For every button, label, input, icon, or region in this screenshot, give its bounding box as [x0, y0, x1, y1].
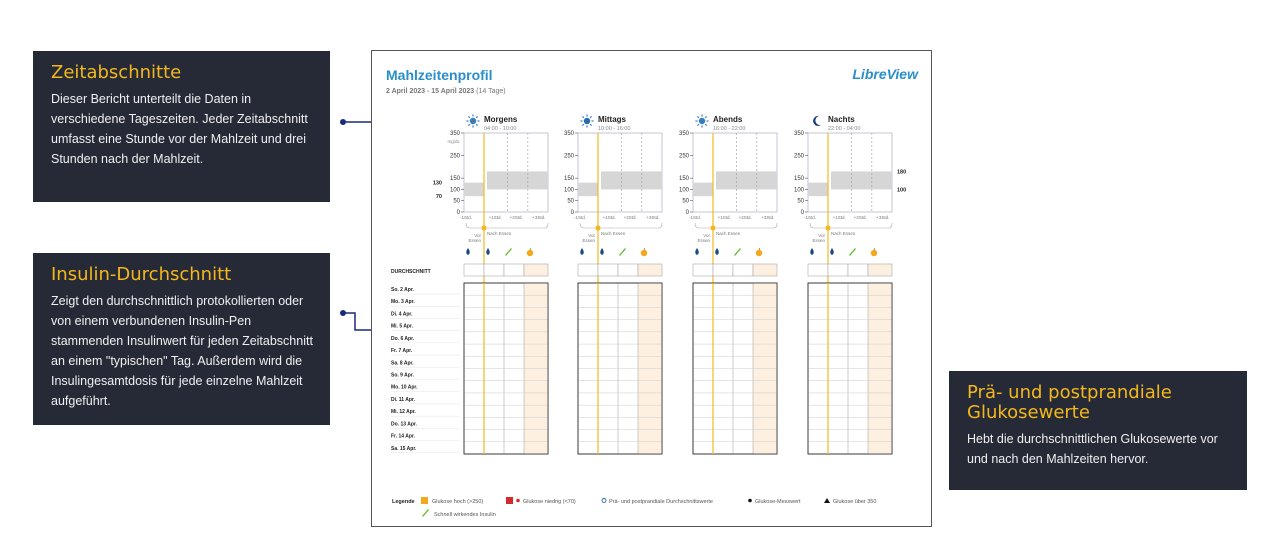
after-label: Nach Essen	[831, 231, 856, 236]
carbs-icon	[527, 250, 533, 256]
legend-item: Glukose über 350	[833, 499, 877, 505]
before-bracket	[580, 223, 595, 228]
meal-marker	[825, 225, 830, 230]
after-label: Nach Essen	[487, 231, 512, 236]
x-tick-label: -1Std.	[459, 215, 473, 220]
day-label: Sa. 8 Apr.	[391, 360, 414, 367]
period-abends	[679, 115, 777, 455]
average-cell	[693, 264, 713, 276]
x-tick-label: -1Std.	[688, 215, 702, 220]
after-bracket	[831, 223, 892, 228]
average-cell	[524, 264, 548, 276]
day-label: So. 2 Apr.	[391, 287, 414, 293]
x-tick-label: +3Std.	[761, 215, 775, 220]
date-range: 2 April 2023 - 15 April 2023 (14 Tage)	[386, 88, 506, 95]
sun-ray	[476, 124, 477, 125]
sun-ray	[590, 116, 591, 117]
day-label: Mo. 10 Apr.	[391, 384, 418, 391]
day-label: Fr. 7 Apr.	[391, 348, 413, 355]
report-title: Mahlzeitenprofil	[386, 67, 493, 83]
day-label: Do. 6 Apr.	[391, 335, 415, 342]
period-time: 04:00 - 10:00	[484, 126, 517, 132]
legend	[392, 497, 876, 518]
carbs-stem	[759, 248, 760, 250]
average-cell	[808, 264, 828, 276]
report-canvas	[372, 51, 932, 527]
callout-title: Insulin-Durchschnitt	[51, 264, 232, 285]
y-tick-label: 250	[678, 153, 689, 160]
meal-marker	[595, 225, 600, 230]
before-label: Essen	[812, 238, 825, 243]
before-bracket	[810, 223, 825, 228]
sun-ray	[468, 116, 469, 117]
callout-title: Zeitabschnitte	[51, 62, 182, 83]
carbs-stem	[644, 248, 645, 250]
average-cell	[713, 264, 733, 276]
brand-logo: LibreView	[852, 66, 918, 82]
rapid-insulin-icon	[849, 248, 856, 256]
y-tick-label: 0	[800, 210, 804, 216]
day-label: Do. 13 Apr.	[391, 421, 417, 428]
connector-dot	[340, 310, 346, 316]
pre-meal-band	[578, 183, 598, 197]
average-cell	[464, 264, 484, 276]
insulin-drop-icon	[466, 248, 470, 255]
moon-shape	[813, 116, 821, 126]
after-bracket	[487, 223, 548, 228]
period-nachts	[794, 115, 906, 454]
day-label: Mo. 3 Apr.	[391, 299, 415, 306]
sun-ray	[697, 116, 698, 117]
pre-meal-band	[693, 183, 713, 197]
day-label: Sa. 15 Apr.	[391, 445, 417, 452]
glucose-low-swatch	[506, 497, 513, 504]
y-tick-label: 0	[685, 210, 689, 216]
y-tick-label: 0	[570, 210, 574, 216]
callout-insulin-durchschnitt	[33, 253, 330, 425]
legend-title: Legende	[392, 499, 415, 505]
sun-ray	[582, 116, 583, 117]
y-tick-label: 100	[793, 187, 804, 194]
average-cell	[598, 264, 618, 276]
legend-item: Glukose niedrig (<70)	[523, 499, 576, 505]
before-label: Vor	[474, 233, 481, 238]
x-tick-label: -1Std.	[573, 215, 587, 220]
y-tick-label: 350	[793, 131, 804, 137]
rapid-insulin-icon	[619, 248, 626, 256]
glucose-low-dot	[516, 499, 520, 503]
callout-glukosewerte	[949, 371, 1247, 490]
y-tick-label: 100	[449, 187, 460, 194]
x-tick-label: -1Std.	[803, 215, 817, 220]
day-label: Di. 4 Apr.	[391, 311, 413, 318]
period-name: Mittags	[598, 115, 626, 124]
sun-ray	[468, 124, 469, 125]
average-cell	[638, 264, 662, 276]
y-tick-label: 50	[797, 198, 804, 205]
callout-zeitabschnitte	[33, 51, 330, 202]
before-bracket	[695, 223, 710, 228]
period-name: Nachts	[828, 115, 855, 124]
callout-text: Hebt die durchschnittlichen Glukosewerte vor und nach den Mahlzeiten hervor.	[967, 432, 1218, 466]
sun-core	[470, 118, 476, 124]
y-tick-label: 0	[456, 210, 460, 216]
sun-core	[699, 118, 705, 124]
sun-ray	[705, 124, 706, 125]
average-cell	[504, 264, 524, 276]
insulin-drop-icon	[600, 248, 604, 255]
rapid-insulin-icon	[505, 248, 512, 256]
sun-icon	[581, 115, 594, 128]
before-label: Vor	[588, 233, 595, 238]
sun-ray	[476, 116, 477, 117]
y-tick-label: 100	[678, 187, 689, 194]
y-tick-label: 250	[793, 153, 804, 160]
target-low-label: 100	[897, 187, 907, 194]
average-cell	[828, 264, 848, 276]
x-tick-label: +2Std.	[853, 215, 867, 220]
legend-item: Prä- und postprandiale Durchschnittswerte	[609, 499, 713, 505]
callout-title: Prä- und postprandiale Glukosewerte	[967, 382, 1172, 423]
before-label: Vor	[703, 233, 710, 238]
day-label: Fr. 14 Apr.	[391, 433, 415, 440]
y-tick-label: 350	[449, 131, 460, 137]
day-label: Di. 11 Apr.	[391, 396, 415, 403]
period-name: Morgens	[484, 115, 518, 124]
day-label: Mi. 12 Apr.	[391, 409, 416, 416]
y-tick-label: 150	[449, 176, 460, 183]
connector-dot	[340, 119, 346, 125]
carbs-stem	[874, 248, 875, 250]
before-label: Vor	[818, 233, 825, 238]
meal-marker	[481, 225, 486, 230]
average-cell	[753, 264, 777, 276]
pre-meal-band	[808, 183, 828, 197]
insulin-drop-icon	[830, 248, 834, 255]
after-bracket	[716, 223, 777, 228]
carbs-icon	[756, 250, 762, 256]
pre-meal-band	[464, 183, 484, 197]
sunrise-icon	[467, 115, 480, 128]
legend-item: Glukose-Messwert	[755, 499, 801, 505]
carbs-icon	[641, 250, 647, 256]
before-label: Essen	[697, 238, 710, 243]
period-name: Abends	[713, 115, 743, 124]
target-high-label: 130	[432, 180, 442, 187]
x-tick-label: +1Std.	[832, 215, 846, 220]
y-tick-label: 350	[563, 131, 574, 137]
day-label: Mi. 5 Apr.	[391, 323, 414, 330]
glucose-high-swatch	[421, 497, 428, 504]
y-tick-label: 250	[563, 153, 574, 160]
after-label: Nach Essen	[716, 231, 741, 236]
sun-ray	[705, 116, 706, 117]
meal-marker	[710, 225, 715, 230]
x-tick-label: +1Std.	[717, 215, 731, 220]
average-marker	[602, 499, 606, 503]
target-band	[487, 171, 548, 189]
period-morgens	[433, 115, 548, 455]
sun-ray	[582, 124, 583, 125]
sun-ray	[697, 124, 698, 125]
y-tick-label: 150	[678, 176, 689, 183]
target-band	[831, 171, 892, 189]
x-tick-label: +2Std.	[623, 215, 637, 220]
sunset-icon	[696, 115, 709, 128]
insulin-drop-icon	[695, 248, 699, 255]
legend-item: Schnell wirkendes Insulin	[434, 512, 496, 518]
unit-label: mg/dL	[447, 139, 460, 144]
meal-profile-report	[371, 50, 932, 527]
y-tick-label: 150	[563, 176, 574, 183]
sun-ray	[590, 124, 591, 125]
average-cell	[578, 264, 598, 276]
insulin-drop-icon	[580, 248, 584, 255]
y-tick-label: 250	[449, 153, 460, 160]
carbs-stem	[530, 248, 531, 250]
y-tick-label: 50	[567, 198, 574, 205]
period-time: 10:00 - 16:00	[598, 126, 631, 132]
before-bracket	[466, 223, 481, 228]
after-bracket	[601, 223, 662, 228]
target-band	[601, 171, 662, 189]
y-tick-label: 50	[453, 198, 460, 205]
over-350-marker	[824, 498, 830, 503]
average-cell	[868, 264, 892, 276]
target-low-label: 70	[435, 194, 442, 201]
x-tick-label: +3Std.	[646, 215, 660, 220]
rapid-insulin-legend-icon	[422, 509, 429, 517]
x-tick-label: +3Std.	[876, 215, 890, 220]
before-label: Essen	[582, 238, 595, 243]
legend-item: Glukose hoch (>250)	[432, 499, 484, 505]
reading-marker	[748, 499, 752, 503]
period-time: 22:00 - 04:00	[828, 126, 861, 132]
sun-core	[584, 118, 590, 124]
x-tick-label: +2Std.	[738, 215, 752, 220]
period-time: 16:00 - 22:00	[713, 126, 746, 132]
y-tick-label: 350	[678, 131, 689, 137]
target-band	[716, 171, 777, 189]
y-tick-label: 150	[793, 176, 804, 183]
average-cell	[484, 264, 504, 276]
y-tick-label: 50	[682, 198, 689, 205]
x-tick-label: +2Std.	[509, 215, 523, 220]
insulin-drop-icon	[810, 248, 814, 255]
target-high-label: 180	[897, 169, 907, 176]
callout-text: Zeigt den durchschnittlich protokollierten oder von einem verbundenen Insulin-Pen stammenden Insulinwert für jeden Zeitabschnitt an einem "typischen" Tag. Außerdem wird die Insulingesamtdosis für jede einzelne Mahlzeit aufgeführt.	[51, 294, 313, 408]
callout-text: Dieser Bericht unterteilt die Daten in verschiedene Tageszeiten. Jeder Zeitabschnitt umfasst eine Stunde vor der Mahlzeit und drei Stunden nach der Mahlzeit.	[51, 92, 308, 166]
insulin-drop-icon	[486, 248, 490, 255]
period-mittags	[564, 115, 662, 455]
x-tick-label: +1Std.	[602, 215, 616, 220]
x-tick-label: +1Std.	[488, 215, 502, 220]
x-tick-label: +3Std.	[532, 215, 546, 220]
y-tick-label: 100	[563, 187, 574, 194]
before-label: Essen	[468, 238, 481, 243]
moon-icon	[813, 116, 821, 126]
day-label: So. 9 Apr.	[391, 372, 414, 379]
average-cell	[618, 264, 638, 276]
after-label: Nach Essen	[601, 231, 626, 236]
rapid-insulin-icon	[734, 248, 741, 256]
carbs-icon	[871, 250, 877, 256]
average-cell	[733, 264, 753, 276]
average-label: DURCHSCHNITT	[391, 269, 431, 275]
average-cell	[848, 264, 868, 276]
insulin-drop-icon	[715, 248, 719, 255]
